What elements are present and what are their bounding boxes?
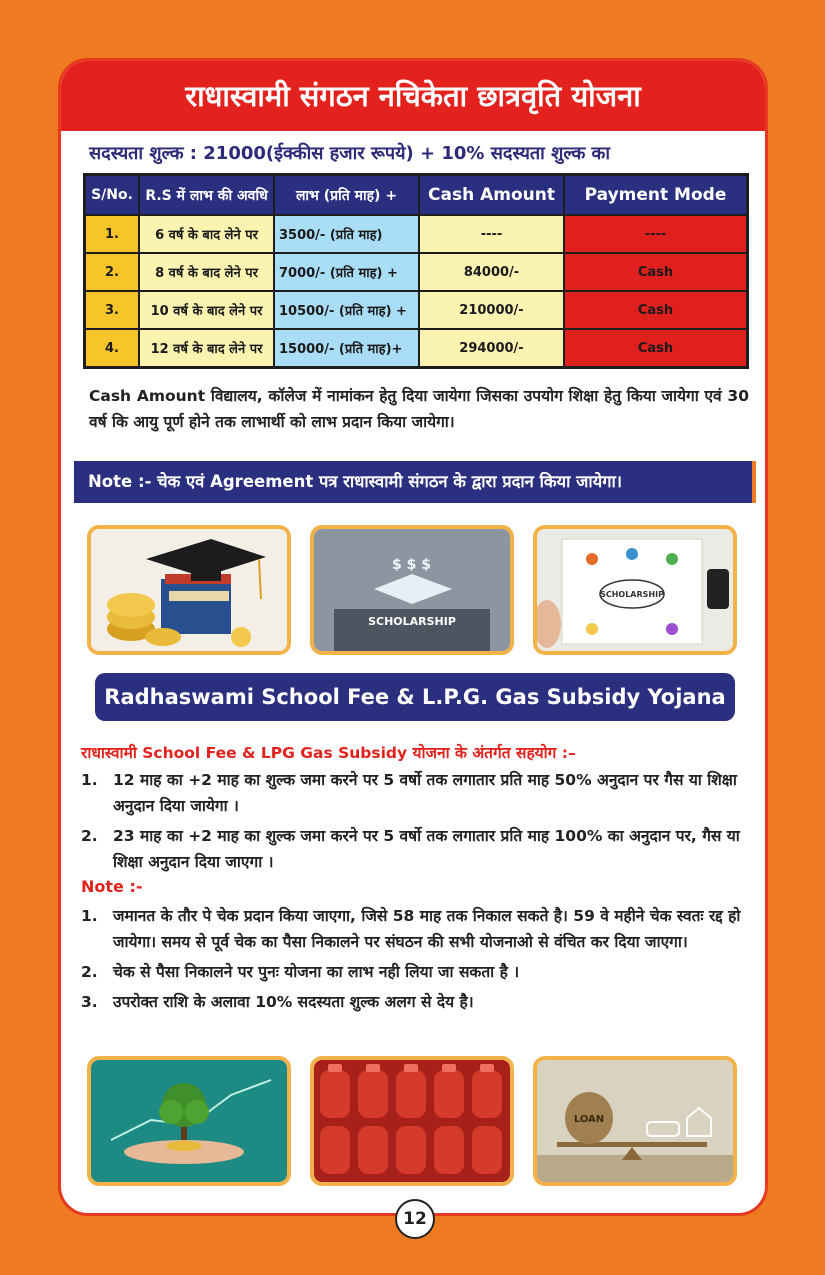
list-number: 2. xyxy=(81,827,98,845)
cell-duration: 12 वर्ष के बाद लेने पर xyxy=(139,329,274,368)
header-benefit: लाभ (प्रति माह) + xyxy=(274,175,419,216)
scholarship-label: SCHOLARSHIP xyxy=(368,615,456,628)
cell-benefit: 7000/- (प्रति माह) + xyxy=(274,253,419,291)
cell-mode: Cash xyxy=(564,291,748,329)
list-item xyxy=(81,903,751,955)
cell-benefit: 3500/- (प्रति माह) xyxy=(274,215,419,253)
cell-duration: 6 वर्ष के बाद लेने पर xyxy=(139,215,274,253)
photo-loan-scale xyxy=(533,1056,737,1186)
scholarship-diagram-image xyxy=(537,529,733,651)
graduation-cap-coins-image xyxy=(91,529,287,651)
cell-duration: 8 वर्ष के बाद लेने पर xyxy=(139,253,274,291)
cell-cash: 294000/- xyxy=(419,329,564,368)
table-row xyxy=(85,291,748,329)
list-text: 23 माह का +2 माह का शुल्क जमा करने पर 5 वर्षो तक लगातार प्रति माह 100% का अनुदान पर, गैस या शिक्षा अनुदान दिया जाएगा । xyxy=(113,827,740,871)
note-label: Note :- xyxy=(81,877,143,896)
content-card xyxy=(58,58,768,1216)
photo-scholarship-tablet xyxy=(310,525,514,655)
scholarship-diagram-label: SCHOLARSHIP xyxy=(600,590,664,599)
cell-cash: ---- xyxy=(419,215,564,253)
list-text: उपरोक्त राशि के अलावा 10% सदस्यता शुल्क अलग से देय है। xyxy=(113,993,474,1011)
list-number: 2. xyxy=(81,963,98,981)
list-number: 1. xyxy=(81,771,98,789)
photo-graduation-coins xyxy=(87,525,291,655)
note-list xyxy=(81,903,751,1019)
list-item xyxy=(81,959,751,985)
list-item xyxy=(81,989,751,1015)
header-sno: S/No. xyxy=(85,175,140,216)
loan-scale-image xyxy=(537,1060,733,1182)
agreement-note-bar: Note :- चेक एवं Agreement पत्र राधास्वामी संगठन के द्वारा प्रदान किया जायेगा। xyxy=(74,461,756,503)
support-list xyxy=(81,767,751,879)
table-row xyxy=(85,253,748,291)
cell-duration: 10 वर्ष के बाद लेने पर xyxy=(139,291,274,329)
list-text: जमानत के तौर पे चेक प्रदान किया जाएगा, जिसे 58 माह तक निकाल सकते है। 59 वे महीने चेक स्वतः रद्द हो जायेगा। समय से पूर्व चेक का पैसा निकालने पर संघठन की सभी योजनाओ से वंचित कर दिया जाएगा। xyxy=(113,907,741,951)
list-number: 1. xyxy=(81,907,98,925)
photo-money-tree xyxy=(87,1056,291,1186)
cell-sno: 3. xyxy=(85,291,140,329)
yojana-title-bar: Radhaswami School Fee & L.P.G. Gas Subsidy Yojana xyxy=(95,673,735,721)
support-heading: राधास्वामी School Fee & LPG Gas Subsidy योजना के अंतर्गत सहयोग :– xyxy=(81,744,576,762)
cell-mode: Cash xyxy=(564,329,748,368)
gas-cylinders-image xyxy=(314,1060,510,1182)
list-text: 12 माह का +2 माह का शुल्क जमा करने पर 5 वर्षो तक लगातार प्रति माह 50% अनुदान पर गैस या शिक्षा अनुदान दिया जायेगा । xyxy=(113,771,737,815)
header-payment-mode: Payment Mode xyxy=(564,175,748,216)
cell-mode: ---- xyxy=(564,215,748,253)
list-text: चेक से पैसा निकालने पर पुनः योजना का लाभ नही लिया जा सकता है । xyxy=(113,963,520,981)
cell-sno: 2. xyxy=(85,253,140,291)
table-header-row xyxy=(85,175,748,216)
cell-sno: 4. xyxy=(85,329,140,368)
svg-text:$ $ $: $ $ $ xyxy=(392,557,431,573)
list-item xyxy=(81,823,751,875)
cell-mode: Cash xyxy=(564,253,748,291)
list-item xyxy=(81,767,751,819)
table-row xyxy=(85,215,748,253)
cell-cash: 84000/- xyxy=(419,253,564,291)
cell-cash: 210000/- xyxy=(419,291,564,329)
header-duration: R.S में लाभ की अवधि xyxy=(139,175,274,216)
header-cash-amount: Cash Amount xyxy=(419,175,564,216)
loan-label: LOAN xyxy=(573,1114,605,1125)
money-tree-image xyxy=(91,1060,287,1182)
membership-fee-line: सदस्यता शुल्क : 21000(ईक्कीस हजार रूपये) + 10% सदस्यता शुल्क का xyxy=(89,143,611,164)
cash-amount-paragraph: Cash Amount विद्यालय, कॉलेज में नामांकन हेतु दिया जायेगा जिसका उपयोग शिक्षा हेतु किया जायेगा एवं 30 वर्ष कि आयु पूर्ण होने तक लाभार्थी को लाभ प्रदान किया जायेगा। xyxy=(89,387,749,431)
benefit-table xyxy=(83,173,749,369)
table-row xyxy=(85,329,748,368)
page-number: 12 xyxy=(395,1199,435,1239)
scholarship-tablet-image xyxy=(314,529,510,651)
list-number: 3. xyxy=(81,993,98,1011)
cell-benefit: 15000/- (प्रति माह)+ xyxy=(274,329,419,368)
photo-gas-cylinders xyxy=(310,1056,514,1186)
cell-benefit: 10500/- (प्रति माह) + xyxy=(274,291,419,329)
page-title: राधास्वामी संगठन नचिकेता छात्रवृति योजना xyxy=(61,61,765,131)
photo-scholarship-diagram xyxy=(533,525,737,655)
cell-sno: 1. xyxy=(85,215,140,253)
